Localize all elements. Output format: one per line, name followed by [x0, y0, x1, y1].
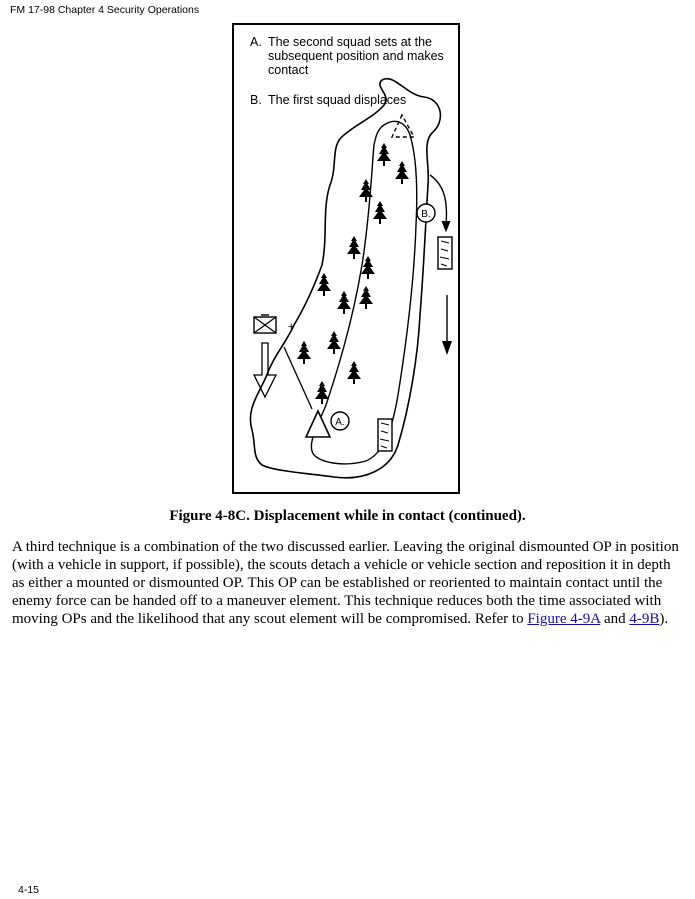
paragraph-joiner: and	[600, 611, 630, 627]
plus-sign: +	[288, 321, 295, 333]
tree-icon	[347, 236, 361, 259]
page-number: 4-15	[18, 884, 40, 896]
tree-icon	[395, 161, 409, 184]
step-a-text: The second squad sets at the subsequent position and makes contact	[268, 35, 444, 77]
figure-4-8c	[232, 23, 460, 494]
paragraph-text: A third technique is a combination of the two discussed earlier. Leaving the original dismounted OP in position (with a vehicle in support, if possible), the scouts detach a vehicle or vehicle section and reposition it in depth as either a mounted or dismounted OP. This OP can be established or reoriented to maintain contact until the enemy force can be handed off to a maneuver element. This technique reduces both the time associated with moving OPs and the likelihood that any scout element will be compromised. Refer to	[12, 539, 679, 627]
scout-unit-symbol	[254, 315, 276, 333]
body-paragraph	[12, 538, 684, 628]
old-op-marker	[392, 115, 414, 137]
tree-icon	[377, 143, 391, 166]
figure-title: Figure 4-8C. Displacement while in contact (continued).	[169, 508, 526, 524]
vehicle-icon-a	[378, 419, 392, 451]
step-b-text: The first squad displaces	[268, 93, 407, 107]
document-header: FM 17-98 Chapter 4 Security Operations	[10, 4, 200, 16]
tree-icon	[359, 286, 373, 309]
figure-4-9a-link[interactable]: Figure 4-9A	[527, 611, 601, 627]
marker-b-label: B.	[421, 209, 431, 220]
tree-icon	[317, 273, 331, 296]
tree-icon	[347, 361, 361, 384]
new-op-marker	[306, 411, 330, 437]
vehicle-icon-b	[438, 237, 452, 269]
tree-icon	[373, 201, 387, 224]
step-b-label: B.	[250, 93, 262, 107]
figure-step-a	[250, 35, 450, 77]
tree-icon	[327, 331, 341, 354]
figure-step-b	[250, 93, 450, 107]
tree-icon	[337, 291, 351, 314]
step-a-label: A.	[250, 35, 262, 49]
tree-icon	[297, 341, 311, 364]
figure-4-9b-link[interactable]: 4-9B	[629, 611, 660, 627]
marker-a-label: A.	[335, 417, 345, 428]
paragraph-end: ).	[659, 611, 669, 627]
